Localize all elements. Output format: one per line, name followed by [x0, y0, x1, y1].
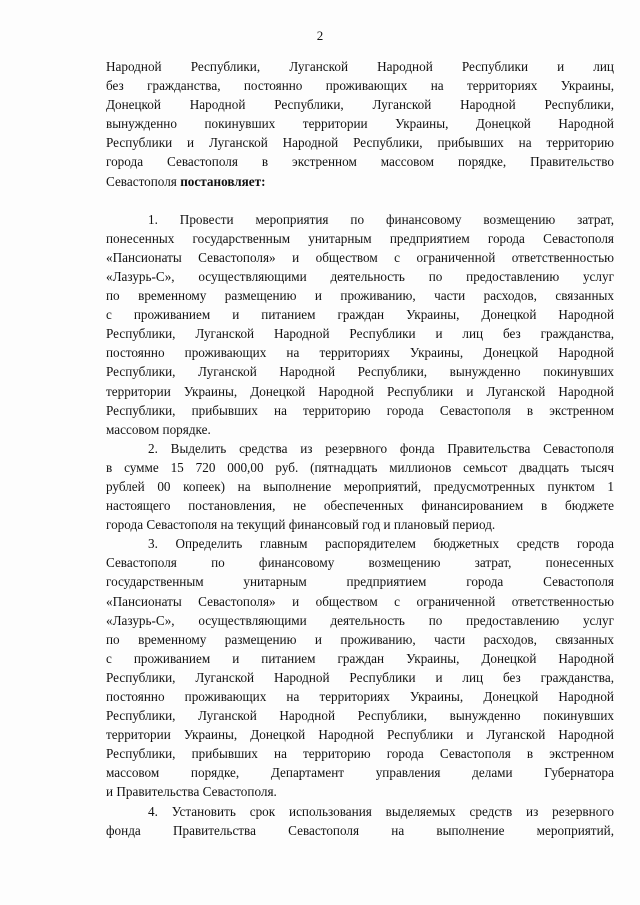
page-number: 2 [316, 28, 324, 43]
text-line: по временному размещению и проживанию, части расходов, связанных [106, 631, 614, 647]
text-line: Республики, Луганской Народной Республики, вынужденно покинувших [106, 364, 614, 380]
text-line: без гражданства, постоянно проживающих на территориях Украины, [106, 78, 614, 94]
text-line: Республики, прибывших на территорию города Севастополя в экстренном [106, 402, 614, 418]
text-line: по временному размещению и проживанию, части расходов, связанных [106, 288, 614, 304]
text-line: территории Украины, Донецкой Народной Республики и Луганской Народной [106, 383, 614, 399]
text-line: в сумме 15 720 000,00 руб. (пятнадцать миллионов семьсот двадцать тысяч [106, 459, 614, 475]
text-line: Донецкой Народной Республики, Луганской Народной Республики, [106, 97, 614, 113]
clause-1 [106, 210, 614, 439]
text-line: вынужденно покинувших территории Украины, Донецкой Народной [106, 116, 614, 132]
text-line [106, 172, 614, 191]
text-line: и Правительства Севастополя. [106, 784, 277, 800]
text-line: Республики, Луганской Народной Республики и лиц без гражданства, [106, 326, 614, 342]
text-line: государственным унитарным предприятием города Севастополя [106, 574, 614, 590]
text-line: Республики, Луганской Народной Республики, вынужденно покинувших [106, 708, 614, 724]
text-line: 3. Определить главным распорядителем бюджетных средств города [148, 536, 614, 552]
text-line: Республики, Луганской Народной Республики и лиц без гражданства, [106, 669, 614, 685]
text-line: Республики, прибывших на территорию города Севастополя в экстренном [106, 746, 614, 762]
intro-paragraph [106, 57, 614, 191]
text-line: «Пансионаты Севастополя» и обществом с ограниченной ответственностью [106, 249, 614, 265]
text-line: рублей 00 копеек) на выполнение мероприятий, предусмотренных пунктом 1 [106, 478, 614, 494]
text-line: Севастополя по финансовому возмещению затрат, понесенных [106, 555, 614, 571]
text-line: «Лазурь-С», осуществляющими деятельность по предоставлению услуг [106, 268, 614, 284]
clause-4 [106, 802, 614, 840]
text-line: территории Украины, Донецкой Народной Республики и Луганской Народной [106, 727, 614, 743]
text-line: города Севастополя на текущий финансовый год и плановый период. [106, 517, 496, 533]
text-line: с проживанием и питанием граждан Украины, Донецкой Народной [106, 307, 614, 323]
text-line: Республики и Луганской Народной Республики, прибывших на территорию [106, 135, 614, 151]
text-fragment: Севастополя [106, 173, 177, 189]
text-line: постоянно проживающих на территориях Украины, Донецкой Народной [106, 689, 614, 704]
text-line: города Севастополя в экстренном массовом порядке, Правительство [106, 154, 614, 170]
text-line: понесенных государственным унитарным предприятием города Севастополя [106, 230, 614, 246]
text-line: «Лазурь-С», осуществляющими деятельность по предоставлению услуг [106, 612, 614, 628]
text-line: постоянно проживающих на территориях Украины, Донецкой Народной [106, 345, 614, 361]
document-body [106, 57, 614, 840]
text-line: массовом порядке, Департамент управления делами Губернатора [106, 765, 614, 781]
text-line: 4. Установить срок использования выделяемых средств из резервного [148, 803, 614, 819]
text-line: 2. Выделить средства из резервного фонда Правительства Севастополя [148, 440, 614, 456]
text-line: «Пансионаты Севастополя» и обществом с ограниченной ответственностью [106, 593, 614, 609]
text-line: 1. Провести мероприятия по финансовому возмещению затрат, [148, 211, 614, 227]
paragraph-gap [106, 191, 614, 210]
text-line: Народной Республики, Луганской Народной Республики и лиц [106, 59, 614, 74]
text-line: массовом порядке. [106, 421, 211, 437]
resolves-keyword: постановляет: [180, 173, 266, 189]
text-line: с проживанием и питанием граждан Украины, Донецкой Народной [106, 650, 614, 666]
text-line: фонда Правительства Севастополя на выполнение мероприятий, [106, 822, 614, 838]
clause-2 [106, 439, 614, 534]
text-line: настоящего постановления, не обеспеченных финансированием в бюджете [106, 498, 614, 514]
clause-3 [106, 534, 614, 801]
